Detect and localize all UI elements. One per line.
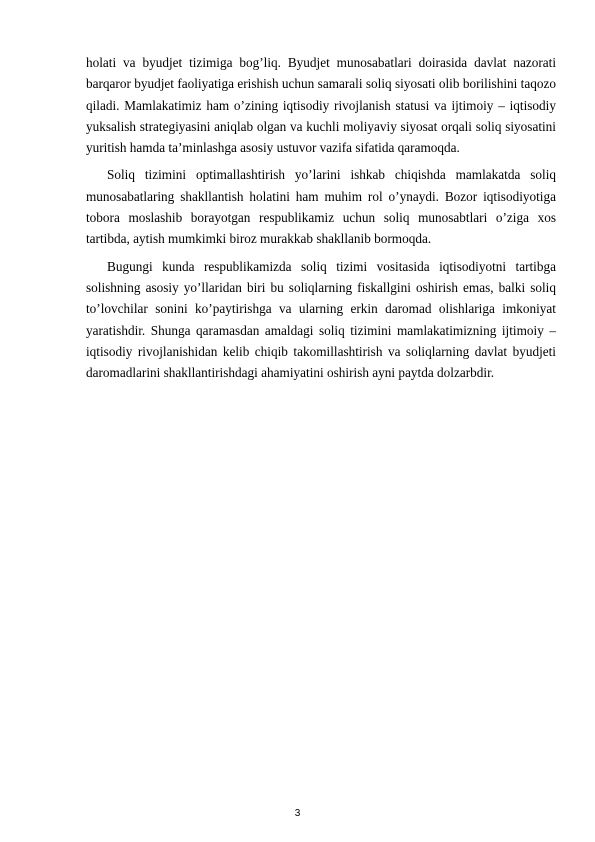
body-text [86,52,556,383]
paragraph-tax-optimization: Soliq tizimini optimallashtirish yo’larini ishkab chiqishda mamlakatda soliq munosabatlaring shakllantish holatini ham muhim rol o’ynaydi. Bozor iqtisodiyotiga tobora moslashib borayotgan respublikamiz uchun soliq munosabtlari o’ziga xos tartibda, aytish mumkimki biroz murakkab shakllanib bormoqda. [86,167,556,247]
page-number: 3 [294,808,301,819]
paragraph-tax-regulation: Bugungi kunda respublikamizda soliq tizimi vositasida iqtisodiyotni tartibga solishning asosiy yo’llaridan biri bu soliqlarning fiskallgini oshirish emas, balki soliq to’lovchilar sonini ko’paytirishga va ularning erkin daromad olishlariga imkoniyat yaratishdir. Shunga qaramasdan amaldagi soliq tizimini mamlakatimizning ijtimoiy – iqtisodiy rivojlanishidan kelib chiqib takomillashtirish va soliqlarning davlat byudjeti daromadlarini shakllantirishdagi ahamiyatini oshirish ayni paytda dolzarbdir. [86,258,556,381]
paragraph-continuation: holati va byudjet tizimiga bog’liq. Byudjet munosabatlari doirasida davlat nazorati barqaror byudjet faoliyatiga erishish uchun samarali soliq siyosati olib borilishini taqozo qiladi. Mamlakatimiz ham o’zining iqtisodiy rivojlanish statusi va ijtimoiy – iqtisodiy yuksalish strategiyasini aniqlab olgan va kuchli moliyaviy siyosat orqali soliq siyosatini yuritish hamda ta’minlashga asosiy ustuvor vazifa sifatida qaramoqda. [86,55,556,156]
